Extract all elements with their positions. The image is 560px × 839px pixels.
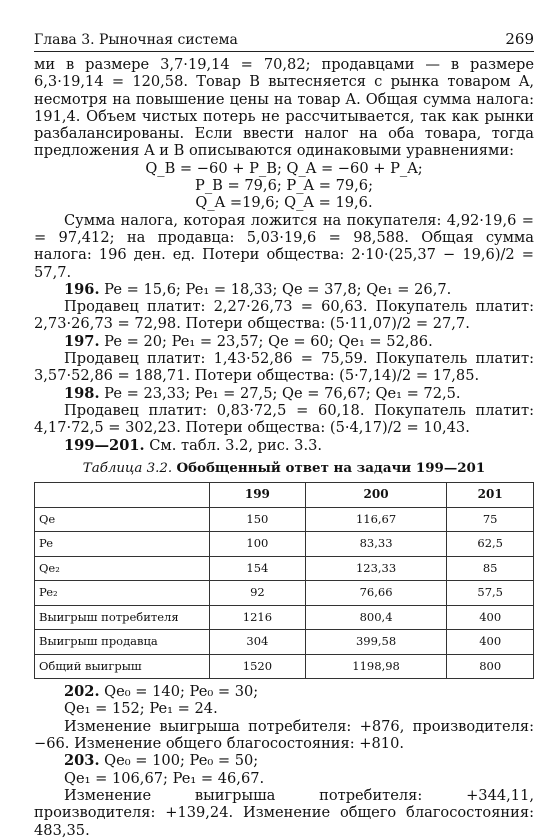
row-label: Qe [35,507,210,532]
table-cell: 150 [210,507,306,532]
problem-number: 203. [64,752,100,770]
paragraph-text: Qe₀ = 100; Pe₀ = 50; [99,752,259,770]
table-cell: 85 [447,556,534,581]
problem-number: 199—201. [64,436,145,454]
paragraph-text: См. табл. 3.2, рис. 3.3. [144,436,323,454]
problem-number: 196. [64,280,100,298]
paragraph-text: Pe = 20; Pe₁ = 23,57; Qe = 60; Qe₁ = 52,86. [99,332,433,350]
table-cell: 116,67 [305,507,447,532]
table-row [35,507,534,532]
column-header: 199 [210,483,306,508]
table-cell: 76,66 [305,581,447,606]
paragraph [34,385,534,402]
paragraph-text: Pe = 15,6; Pe₁ = 18,33; Qe = 37,8; Qe₁ = 26,7. [99,280,452,298]
paragraph-text: Изменение выигрыша потребителя: +876, производителя: −66. Изменение общего благосостояния: +810. [34,717,534,753]
problem-number: 198. [64,384,100,402]
table-row [35,581,534,606]
equation-line: Q_B = −60 + P_B; Q_A = −60 + P_A; [145,159,423,177]
answers-block-1 [34,212,534,454]
paragraph-text: Продавец платит: 1,43·52,86 = 75,59. Покупатель платит: 3,57·52,86 = 188,71. Потери общества: (5·7,14)/2 = 17,85. [34,350,534,385]
row-label: Pe [35,532,210,557]
running-header [34,30,534,52]
paragraph [34,212,534,281]
row-label: Общий выигрыш [35,654,210,679]
table-cell: 83,33 [305,532,447,557]
table-cell: 92 [210,581,306,606]
table-cell: 100 [210,532,306,557]
table-caption-number: Таблица 3.2. [82,460,173,476]
paragraph [34,298,534,333]
paragraph [34,752,534,769]
book-page [34,30,534,839]
column-header: 201 [447,483,534,508]
table-caption-title: Обобщенный ответ на задачи 199—201 [176,459,486,476]
results-table [34,482,534,679]
paragraph [34,683,534,700]
paragraph [34,402,534,437]
table-cell: 62,5 [447,532,534,557]
paragraph [34,350,534,385]
paragraph-text: Изменение выигрыша потребителя: +344,11, производителя: +139,24. Изменение общего благосостояния: 483,35. [34,786,534,839]
table-row [35,605,534,630]
paragraph-text: Qe₁ = 106,67; Pe₁ = 46,67. [64,769,265,787]
page-number: 269 [505,30,534,48]
paragraph [34,700,534,717]
row-label: Выигрыш потребителя [35,605,210,630]
paragraph: ми в размере 3,7·19,14 = 70,82; продавцами — в размере 6,3·19,14 = 120,58. Товар B вытесняется с рынка товаром A, несмотря на повышение цены на товар A. Общая сумма налога: 191,4. Объем чистых потерь не рассчитывается, так как рынки разбалансированы. Если ввести налог на оба товара, тогда предложения A и B описываются одинаковыми уравнениями: [34,56,534,160]
row-label: Qe₂ [35,556,210,581]
table-cell: 154 [210,556,306,581]
column-header: 200 [305,483,447,508]
problem-number: 197. [64,332,100,350]
paragraph [34,333,534,350]
table-cell: 304 [210,630,306,655]
paragraph [34,281,534,298]
table-header-row [35,483,534,508]
row-label: Выигрыш продавца [35,630,210,655]
table-cell: 57,5 [447,581,534,606]
table-row [35,654,534,679]
table-row [35,556,534,581]
table-cell: 75 [447,507,534,532]
table-row [35,630,534,655]
paragraph-text: Продавец платит: 0,83·72,5 = 60,18. Покупатель платит: 4,17·72,5 = 302,23. Потери общества: (5·4,17)/2 = 10,43. [34,401,534,437]
paragraph [34,718,534,753]
paragraph-text: Qe₁ = 152; Pe₁ = 24. [64,700,218,718]
table-cell: 800 [447,654,534,679]
table-cell: 123,33 [305,556,447,581]
table-cell: 400 [447,605,534,630]
paragraph-text: Qe₀ = 140; Pe₀ = 30; [99,683,259,701]
column-header [35,483,210,508]
equation-line: Q_A =19,6; Q_A = 19,6. [195,194,373,212]
table-cell: 1198,98 [305,654,447,679]
table-row [35,532,534,557]
paragraph [34,770,534,787]
equation-line: P_B = 79,6; P_A = 79,6; [195,177,373,195]
row-label: Pe₂ [35,581,210,606]
paragraph [34,437,534,454]
paragraph [34,787,534,839]
table-caption [34,460,534,477]
paragraph-text: Продавец платит: 2,27·26,73 = 60,63. Покупатель платит: 2,73·26,73 = 72,98. Потери общества: (5·11,07)/2 = 27,7. [34,298,534,333]
chapter-title: Глава 3. Рыночная система [34,32,238,48]
problem-number: 202. [64,683,100,701]
table-cell: 800,4 [305,605,447,630]
table-cell: 1216 [210,605,306,630]
paragraph-text: Pe = 23,33; Pe₁ = 27,5; Qe = 76,67; Qe₁ = 72,5. [99,384,461,402]
table-cell: 400 [447,630,534,655]
paragraph-text: Сумма налога, которая ложится на покупателя: 4,92·19,6 = = 97,412; на продавца: 5,03·19,6 = 98,588. Общая сумма налога: 196 ден. ед. Потери общества: 2·10·(25,37 − 19,6)/2 = 57,7. [34,211,534,281]
answers-block-2 [34,683,534,839]
table-cell: 399,58 [305,630,447,655]
table-cell: 1520 [210,654,306,679]
body-text [34,56,534,839]
